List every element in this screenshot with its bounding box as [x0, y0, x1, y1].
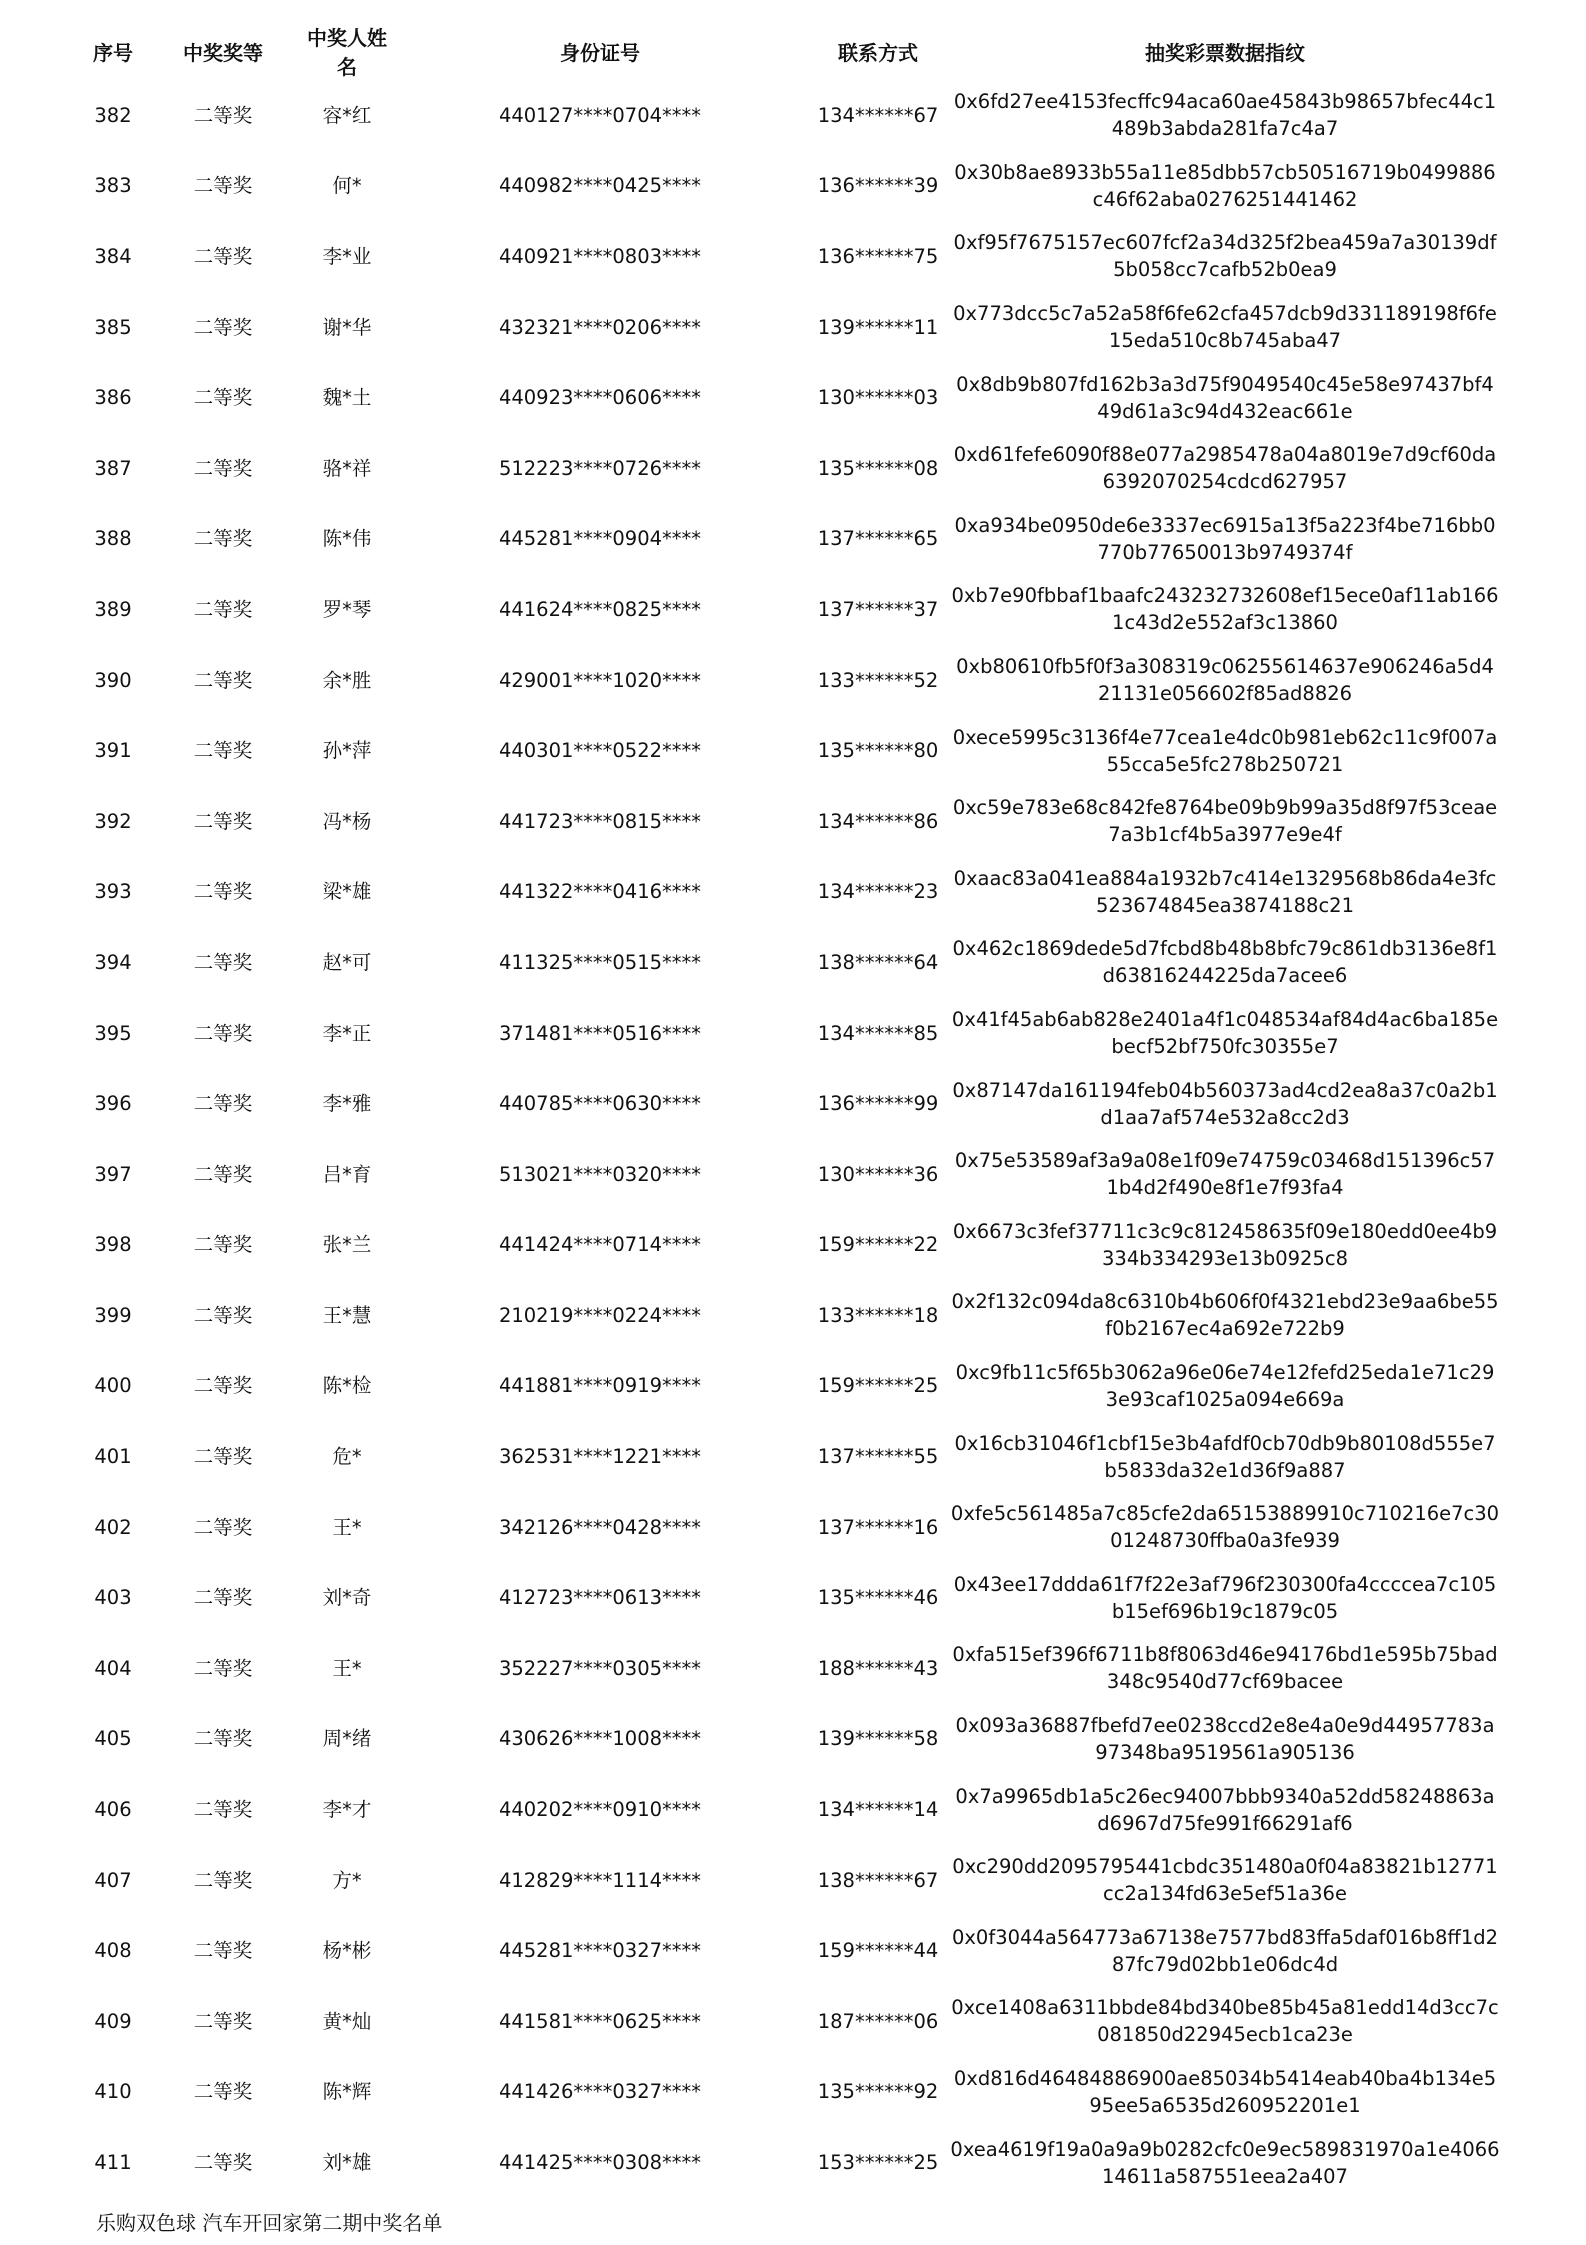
- winner-name-cell: 梁*雄: [322, 880, 372, 904]
- table-row: [84, 786, 1504, 857]
- winner-name-cell: 陈*辉: [322, 2080, 372, 2104]
- id-number-cell: 440202****0910****: [498, 1798, 702, 1822]
- prize-level-cell: 二等奖: [193, 386, 253, 410]
- contact-cell: 139******58: [817, 1727, 939, 1751]
- table-row: [84, 433, 1504, 504]
- fingerprint-cell: 0x2f132c094da8c6310b4b606f0f4321ebd23e9aa6be55f0b2167ec4a692e722b9: [951, 1290, 1499, 1341]
- id-number-cell: 210219****0224****: [498, 1303, 702, 1327]
- id-number-cell: 412723****0613****: [498, 1586, 702, 1610]
- seq-cell: 402: [94, 1515, 132, 1539]
- contact-cell: 136******39: [817, 174, 939, 198]
- fingerprint-cell: 0xce1408a6311bbde84bd340be85b45a81edd14d3cc7c081850d22945ecb1ca23e: [951, 1996, 1499, 2047]
- prize-level-cell: 二等奖: [193, 315, 253, 339]
- id-number-cell: 441881****0919****: [498, 1374, 702, 1398]
- fingerprint-cell: 0xd61fefe6090f88e077a2985478a04a8019e7d9cf60da6392070254cdcd627957: [953, 443, 1497, 494]
- winner-name-cell: 骆*祥: [322, 456, 372, 480]
- table-row: [84, 927, 1504, 998]
- table-row: [84, 504, 1504, 575]
- id-number-cell: 441424****0714****: [498, 1233, 702, 1257]
- prize-level-cell: 二等奖: [193, 1021, 253, 1045]
- winner-name-cell: 余*胜: [322, 668, 372, 692]
- header-ticket-fingerprint: 抽奖彩票数据指纹: [1145, 40, 1305, 65]
- table-row: [84, 1351, 1504, 1422]
- winner-name-cell: 危*: [332, 1445, 362, 1469]
- winner-name-cell: 容*红: [322, 103, 372, 127]
- seq-cell: 397: [94, 1162, 132, 1186]
- id-number-cell: 441425****0308****: [498, 2151, 702, 2175]
- winner-name-cell: 李*才: [322, 1798, 372, 1822]
- id-number-cell: 411325****0515****: [498, 950, 702, 974]
- id-number-cell: 445281****0327****: [498, 1939, 702, 1963]
- prize-level-cell: 二等奖: [193, 739, 253, 763]
- prize-level-cell: 二等奖: [193, 1303, 253, 1327]
- id-number-cell: 441581****0625****: [498, 2009, 702, 2033]
- prize-level-cell: 二等奖: [193, 1868, 253, 1892]
- id-number-cell: 513021****0320****: [498, 1162, 702, 1186]
- table-body: [84, 80, 1504, 2198]
- table-row: [84, 715, 1504, 786]
- prize-level-cell: 二等奖: [193, 1727, 253, 1751]
- contact-cell: 159******44: [817, 1939, 939, 1963]
- prize-level-cell: 二等奖: [193, 244, 253, 268]
- contact-cell: 137******16: [817, 1515, 939, 1539]
- contact-cell: 159******22: [817, 1233, 939, 1257]
- fingerprint-cell: 0xd816d46484886900ae85034b5414eab40ba4b134e595ee5a6535d260952201e1: [953, 2066, 1497, 2117]
- fingerprint-cell: 0x093a36887fbefd7ee0238ccd2e8e4a0e9d44957783a97348ba9519561a905136: [955, 1713, 1495, 1764]
- contact-cell: 137******65: [817, 527, 939, 551]
- seq-cell: 385: [94, 315, 132, 339]
- fingerprint-cell: 0x462c1869dede5d7fcbd8b48b8bfc79c861db3136e8f1d63816244225da7acee6: [952, 937, 1498, 988]
- winner-name-cell: 魏*土: [322, 386, 372, 410]
- prize-level-cell: 二等奖: [193, 527, 253, 551]
- seq-cell: 387: [94, 456, 132, 480]
- table-row: [84, 1139, 1504, 1210]
- winner-name-cell: 刘*雄: [322, 2151, 372, 2175]
- prize-level-cell: 二等奖: [193, 597, 253, 621]
- winner-name-cell: 李*业: [322, 244, 372, 268]
- winner-name-cell: 何*: [332, 174, 362, 198]
- id-number-cell: 440785****0630****: [498, 1092, 702, 1116]
- table-row: [84, 1704, 1504, 1775]
- header-prize-level: 中奖奖等: [183, 40, 263, 65]
- contact-cell: 130******36: [817, 1162, 939, 1186]
- seq-cell: 409: [94, 2009, 132, 2033]
- seq-cell: 383: [94, 174, 132, 198]
- winner-name-cell: 罗*琴: [322, 597, 372, 621]
- winner-name-cell: 刘*奇: [322, 1586, 372, 1610]
- id-number-cell: 371481****0516****: [498, 1021, 702, 1045]
- winner-name-cell: 方*: [332, 1868, 362, 1892]
- contact-cell: 188******43: [817, 1656, 939, 1680]
- contact-cell: 134******67: [817, 103, 939, 127]
- seq-cell: 388: [94, 527, 132, 551]
- prize-level-cell: 二等奖: [193, 809, 253, 833]
- contact-cell: 135******46: [817, 1586, 939, 1610]
- seq-cell: 406: [94, 1798, 132, 1822]
- winner-name-cell: 谢*华: [322, 315, 372, 339]
- prize-level-cell: 二等奖: [193, 2080, 253, 2104]
- contact-cell: 134******14: [817, 1798, 939, 1822]
- table-row: [84, 1845, 1504, 1916]
- fingerprint-cell: 0x6673c3fef37711c3c9c812458635f09e180edd0ee4b9334b334293e13b0925c8: [952, 1219, 1498, 1270]
- table-row: [84, 1562, 1504, 1633]
- document-footer: 乐购双色球 汽车开回家第二期中奖名单: [96, 2211, 443, 2235]
- fingerprint-cell: 0xb80610fb5f0f3a308319c06255614637e906246a5d421131e056602f85ad8826: [956, 655, 1494, 706]
- winner-name-cell: 周*绪: [322, 1727, 372, 1751]
- fingerprint-cell: 0xa934be0950de6e3337ec6915a13f5a223f4be716bb0770b77650013b9749374f: [954, 513, 1496, 564]
- contact-cell: 134******86: [817, 809, 939, 833]
- contact-cell: 135******92: [817, 2080, 939, 2104]
- id-number-cell: 440301****0522****: [498, 739, 702, 763]
- prize-level-cell: 二等奖: [193, 103, 253, 127]
- prize-level-cell: 二等奖: [193, 1162, 253, 1186]
- id-number-cell: 412829****1114****: [498, 1868, 702, 1892]
- id-number-cell: 432321****0206****: [498, 315, 702, 339]
- fingerprint-cell: 0xfa515ef396f6711b8f8063d46e94176bd1e595b75bad348c9540d77cf69bacee: [952, 1643, 1498, 1694]
- contact-cell: 153******25: [817, 2151, 939, 2175]
- header-row: [84, 22, 1504, 80]
- id-number-cell: 440982****0425****: [498, 174, 702, 198]
- fingerprint-cell: 0xece5995c3136f4e77cea1e4dc0b981eb62c11c9f007a55cca5e5fc278b250721: [952, 725, 1498, 776]
- table-row: [84, 998, 1504, 1069]
- fingerprint-cell: 0x8db9b807fd162b3a3d75f9049540c45e58e97437bf449d61a3c94d432eac661e: [956, 372, 1494, 423]
- id-number-cell: 342126****0428****: [498, 1515, 702, 1539]
- id-number-cell: 362531****1221****: [498, 1445, 702, 1469]
- winner-name-cell: 孙*萍: [322, 739, 372, 763]
- contact-cell: 133******52: [817, 668, 939, 692]
- fingerprint-cell: 0x75e53589af3a9a08e1f09e74759c03468d151396c571b4d2f490e8f1e7f93fa4: [954, 1149, 1496, 1200]
- seq-cell: 384: [94, 244, 132, 268]
- contact-cell: 136******99: [817, 1092, 939, 1116]
- seq-cell: 391: [94, 739, 132, 763]
- winner-name-cell: 冯*杨: [322, 809, 372, 833]
- id-number-cell: 440127****0704****: [498, 103, 702, 127]
- prize-level-cell: 二等奖: [193, 1515, 253, 1539]
- prize-level-cell: 二等奖: [193, 1798, 253, 1822]
- contact-cell: 134******85: [817, 1021, 939, 1045]
- seq-cell: 411: [94, 2151, 132, 2175]
- prize-level-cell: 二等奖: [193, 1233, 253, 1257]
- table-row: [84, 2057, 1504, 2128]
- seq-cell: 400: [94, 1374, 132, 1398]
- seq-cell: 396: [94, 1092, 132, 1116]
- fingerprint-cell: 0x43ee17ddda61f7f22e3af796f230300fa4ccccea7c105b15ef696b19c1879c05: [953, 1572, 1497, 1623]
- header-seq: 序号: [93, 40, 133, 65]
- contact-cell: 133******18: [817, 1303, 939, 1327]
- fingerprint-cell: 0xc59e783e68c842fe8764be09b9b99a35d8f97f53ceae7a3b1cf4b5a3977e9e4f: [952, 796, 1498, 847]
- seq-cell: 392: [94, 809, 132, 833]
- fingerprint-cell: 0x30b8ae8933b55a11e85dbb57cb50516719b0499886c46f62aba0276251441462: [954, 160, 1496, 211]
- fingerprint-cell: 0xea4619f19a0a9a9b0282cfc0e9ec589831970a1e406614611a587551eea2a407: [950, 2137, 1500, 2188]
- id-number-cell: 352227****0305****: [498, 1656, 702, 1680]
- contact-cell: 135******08: [817, 456, 939, 480]
- prize-level-cell: 二等奖: [193, 174, 253, 198]
- id-number-cell: 445281****0904****: [498, 527, 702, 551]
- seq-cell: 403: [94, 1586, 132, 1610]
- fingerprint-cell: 0x7a9965db1a5c26ec94007bbb9340a52dd58248863ad6967d75fe991f66291af6: [955, 1784, 1495, 1835]
- id-number-cell: 441624****0825****: [498, 597, 702, 621]
- table-row: [84, 221, 1504, 292]
- table-row: [84, 1421, 1504, 1492]
- contact-cell: 137******55: [817, 1445, 939, 1469]
- prize-level-cell: 二等奖: [193, 668, 253, 692]
- seq-cell: 408: [94, 1939, 132, 1963]
- fingerprint-cell: 0xaac83a041ea884a1932b7c414e1329568b86da4e3fc523674845ea3874188c21: [953, 866, 1497, 917]
- winner-name-cell: 王*: [332, 1656, 362, 1680]
- prize-level-cell: 二等奖: [193, 2009, 253, 2033]
- id-number-cell: 512223****0726****: [498, 456, 702, 480]
- seq-cell: 398: [94, 1233, 132, 1257]
- prize-level-cell: 二等奖: [193, 880, 253, 904]
- seq-cell: 399: [94, 1303, 132, 1327]
- contact-cell: 138******64: [817, 950, 939, 974]
- table-row: [84, 362, 1504, 433]
- winner-name-cell: 张*兰: [322, 1233, 372, 1257]
- contact-cell: 139******11: [817, 315, 939, 339]
- winner-name-cell: 吕*育: [322, 1162, 372, 1186]
- table-row: [84, 1915, 1504, 1986]
- prize-level-cell: 二等奖: [193, 950, 253, 974]
- contact-cell: 159******25: [817, 1374, 939, 1398]
- fingerprint-cell: 0x0f3044a564773a67138e7577bd83ffa5daf016b8ff1d287fc79d02bb1e06dc4d: [951, 1925, 1499, 1976]
- contact-cell: 135******80: [817, 739, 939, 763]
- seq-cell: 389: [94, 597, 132, 621]
- winner-name-cell: 赵*可: [322, 950, 372, 974]
- seq-cell: 382: [94, 103, 132, 127]
- seq-cell: 407: [94, 1868, 132, 1892]
- header-winner-name: 中奖人姓名: [307, 26, 387, 79]
- table-row: [84, 1280, 1504, 1351]
- winner-name-cell: 杨*彬: [322, 1939, 372, 1963]
- header-contact: 联系方式: [838, 40, 918, 65]
- id-number-cell: 429001****1020****: [498, 668, 702, 692]
- winner-name-cell: 陈*伟: [322, 527, 372, 551]
- fingerprint-cell: 0xc9fb11c5f65b3062a96e06e74e12fefd25eda1e71c293e93caf1025a094e669a: [955, 1360, 1495, 1411]
- seq-cell: 395: [94, 1021, 132, 1045]
- table-row: [84, 151, 1504, 222]
- fingerprint-cell: 0xfe5c561485a7c85cfe2da65153889910c710216e7c3001248730ffba0a3fe939: [950, 1502, 1500, 1553]
- prize-level-cell: 二等奖: [193, 1374, 253, 1398]
- fingerprint-cell: 0x6fd27ee4153fecffc94aca60ae45843b98657bfec44c1489b3abda281fa7c4a7: [953, 90, 1497, 141]
- prize-level-cell: 二等奖: [193, 2151, 253, 2175]
- table-row: [84, 1633, 1504, 1704]
- table-row: [84, 857, 1504, 928]
- seq-cell: 410: [94, 2080, 132, 2104]
- id-number-cell: 441322****0416****: [498, 880, 702, 904]
- id-number-cell: 440923****0606****: [498, 386, 702, 410]
- seq-cell: 404: [94, 1656, 132, 1680]
- id-number-cell: 440921****0803****: [498, 244, 702, 268]
- contact-cell: 130******03: [817, 386, 939, 410]
- table-row: [84, 1986, 1504, 2057]
- fingerprint-cell: 0xf95f7675157ec607fcf2a34d325f2bea459a7a30139df5b058cc7cafb52b0ea9: [953, 231, 1497, 282]
- seq-cell: 401: [94, 1445, 132, 1469]
- table-row: [84, 1492, 1504, 1563]
- winner-name-cell: 王*: [332, 1515, 362, 1539]
- fingerprint-cell: 0x87147da161194feb04b560373ad4cd2ea8a37c0a2b1d1aa7af574e532a8cc2d3: [952, 1078, 1498, 1129]
- table-row: [84, 574, 1504, 645]
- contact-cell: 134******23: [817, 880, 939, 904]
- prize-level-cell: 二等奖: [193, 1939, 253, 1963]
- fingerprint-cell: 0x773dcc5c7a52a58f6fe62cfa457dcb9d331189198f6fe15eda510c8b745aba47: [953, 302, 1497, 353]
- table-row: [84, 645, 1504, 716]
- table-row: [84, 2127, 1504, 2198]
- contact-cell: 138******67: [817, 1868, 939, 1892]
- winner-name-cell: 王*慧: [322, 1303, 372, 1327]
- fingerprint-cell: 0x16cb31046f1cbf15e3b4afdf0cb70db9b80108d555e7b5833da32e1d36f9a887: [954, 1431, 1496, 1482]
- winner-name-cell: 黄*灿: [322, 2009, 372, 2033]
- winner-name-cell: 李*正: [322, 1021, 372, 1045]
- header-id-number: 身份证号: [560, 40, 640, 65]
- contact-cell: 187******06: [817, 2009, 939, 2033]
- seq-cell: 405: [94, 1727, 132, 1751]
- seq-cell: 390: [94, 668, 132, 692]
- prize-level-cell: 二等奖: [193, 1092, 253, 1116]
- contact-cell: 137******37: [817, 597, 939, 621]
- winner-name-cell: 陈*检: [322, 1374, 372, 1398]
- table-row: [84, 292, 1504, 363]
- table-row: [84, 80, 1504, 151]
- prize-level-cell: 二等奖: [193, 1656, 253, 1680]
- fingerprint-cell: 0x41f45ab6ab828e2401a4f1c048534af84d4ac6ba185ebecf52bf750fc30355e7: [951, 1008, 1499, 1059]
- table-header: [84, 22, 1504, 80]
- table-row: [84, 1774, 1504, 1845]
- winners-table: [84, 22, 1504, 2198]
- id-number-cell: 441426****0327****: [498, 2080, 702, 2104]
- winner-name-cell: 李*雅: [322, 1092, 372, 1116]
- contact-cell: 136******75: [817, 244, 939, 268]
- id-number-cell: 430626****1008****: [498, 1727, 702, 1751]
- table-row: [84, 1068, 1504, 1139]
- fingerprint-cell: 0xc290dd2095795441cbdc351480a0f04a83821b12771cc2a134fd63e5ef51a36e: [952, 1855, 1498, 1906]
- prize-level-cell: 二等奖: [193, 456, 253, 480]
- seq-cell: 394: [94, 950, 132, 974]
- prize-level-cell: 二等奖: [193, 1445, 253, 1469]
- id-number-cell: 441723****0815****: [498, 809, 702, 833]
- table-row: [84, 1210, 1504, 1281]
- fingerprint-cell: 0xb7e90fbbaf1baafc243232732608ef15ece0af11ab1661c43d2e552af3c13860: [951, 584, 1499, 635]
- prize-level-cell: 二等奖: [193, 1586, 253, 1610]
- seq-cell: 386: [94, 386, 132, 410]
- seq-cell: 393: [94, 880, 132, 904]
